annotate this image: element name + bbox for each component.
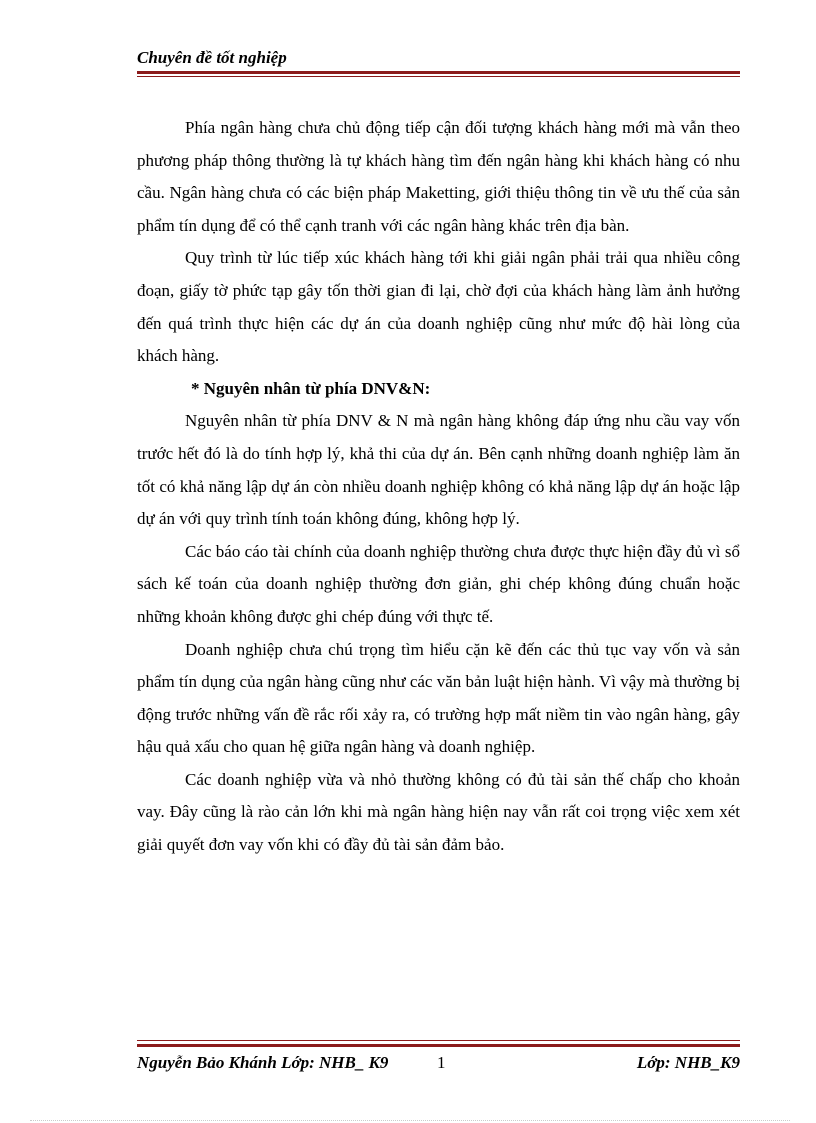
header-rule-thin bbox=[137, 76, 740, 77]
paragraph-4: Các báo cáo tài chính của doanh nghiệp thường chưa được thực hiện đầy đủ vì sổ sách kế toán của doanh nghiệp thường đơn giản, ghi chép không đúng chuẩn hoặc những khoản không được ghi chép đúng với thực tế. bbox=[137, 541, 740, 626]
footer bbox=[137, 1053, 740, 1073]
footer-author: Nguyễn Bảo Khánh Lớp: NHB_ K9 bbox=[137, 1053, 389, 1072]
footer-rule-thin bbox=[137, 1040, 740, 1041]
page-edge-divider bbox=[30, 1120, 790, 1121]
paragraph-2: Quy trình từ lúc tiếp xúc khách hàng tới khi giải ngân phải trải qua nhiều công đoạn, giấy tờ phức tạp gây tốn thời gian đi lại, chờ đợi của khách hàng làm ảnh hưởng đến quá trình thực hiện các dự án của doanh nghiệp cũng như mức độ hài lòng của khách hàng. bbox=[137, 248, 740, 366]
paragraph-5: Doanh nghiệp chưa chú trọng tìm hiểu cặn kẽ đến các thủ tục vay vốn và sản phẩm tín dụng của ngân hàng cũng như các văn bản luật hiện hành. Vì vậy mà thường bị động trước những vấn đề rắc rối xảy ra, có trường hợp mất niềm tin vào ngân hàng, gây hậu quả xấu cho quan hệ giữa ngân hàng và doanh nghiệp. bbox=[137, 639, 740, 757]
section-heading: * Nguyên nhân từ phía DNV&N: bbox=[191, 378, 431, 398]
header-title: Chuyên đề tốt nghiệp bbox=[137, 48, 287, 67]
page-number: 1 bbox=[437, 1053, 446, 1072]
footer-class: Lớp: NHB_K9 bbox=[636, 1053, 740, 1072]
paragraph-6: Các doanh nghiệp vừa và nhỏ thường không có đủ tài sản thế chấp cho khoản vay. Đây cũng là rào cản lớn khi mà ngân hàng hiện nay vẫn rất coi trọng việc xem xét giải quyết đơn vay vốn khi có đầy đủ tài sản đảm bảo. bbox=[137, 769, 740, 855]
document-body bbox=[137, 112, 740, 862]
paragraph-3: Nguyên nhân từ phía DNV & N mà ngân hàng không đáp ứng nhu cầu vay vốn trước hết đó là do tính hợp lý, khả thi của dự án. Bên cạnh những doanh nghiệp làm ăn tốt có khả năng lập dự án còn nhiều doanh nghiệp không có khả năng lập dự án hoặc lập dự án với quy trình tính toán không đúng, không hợp lý. bbox=[137, 411, 740, 529]
header-rule-thick bbox=[137, 71, 740, 74]
footer-rule-thick bbox=[137, 1044, 740, 1047]
paragraph-1: Phía ngân hàng chưa chủ động tiếp cận đối tượng khách hàng mới mà vẫn theo phương pháp thông thường là tự khách hàng tìm đến ngân hàng khi khách hàng có nhu cầu. Ngân hàng chưa có các biện pháp Maketting, giới thiệu thông tin về ưu thế của sản phẩm tín dụng để có thể cạnh tranh với các ngân hàng khác trên địa bàn. bbox=[137, 118, 740, 235]
